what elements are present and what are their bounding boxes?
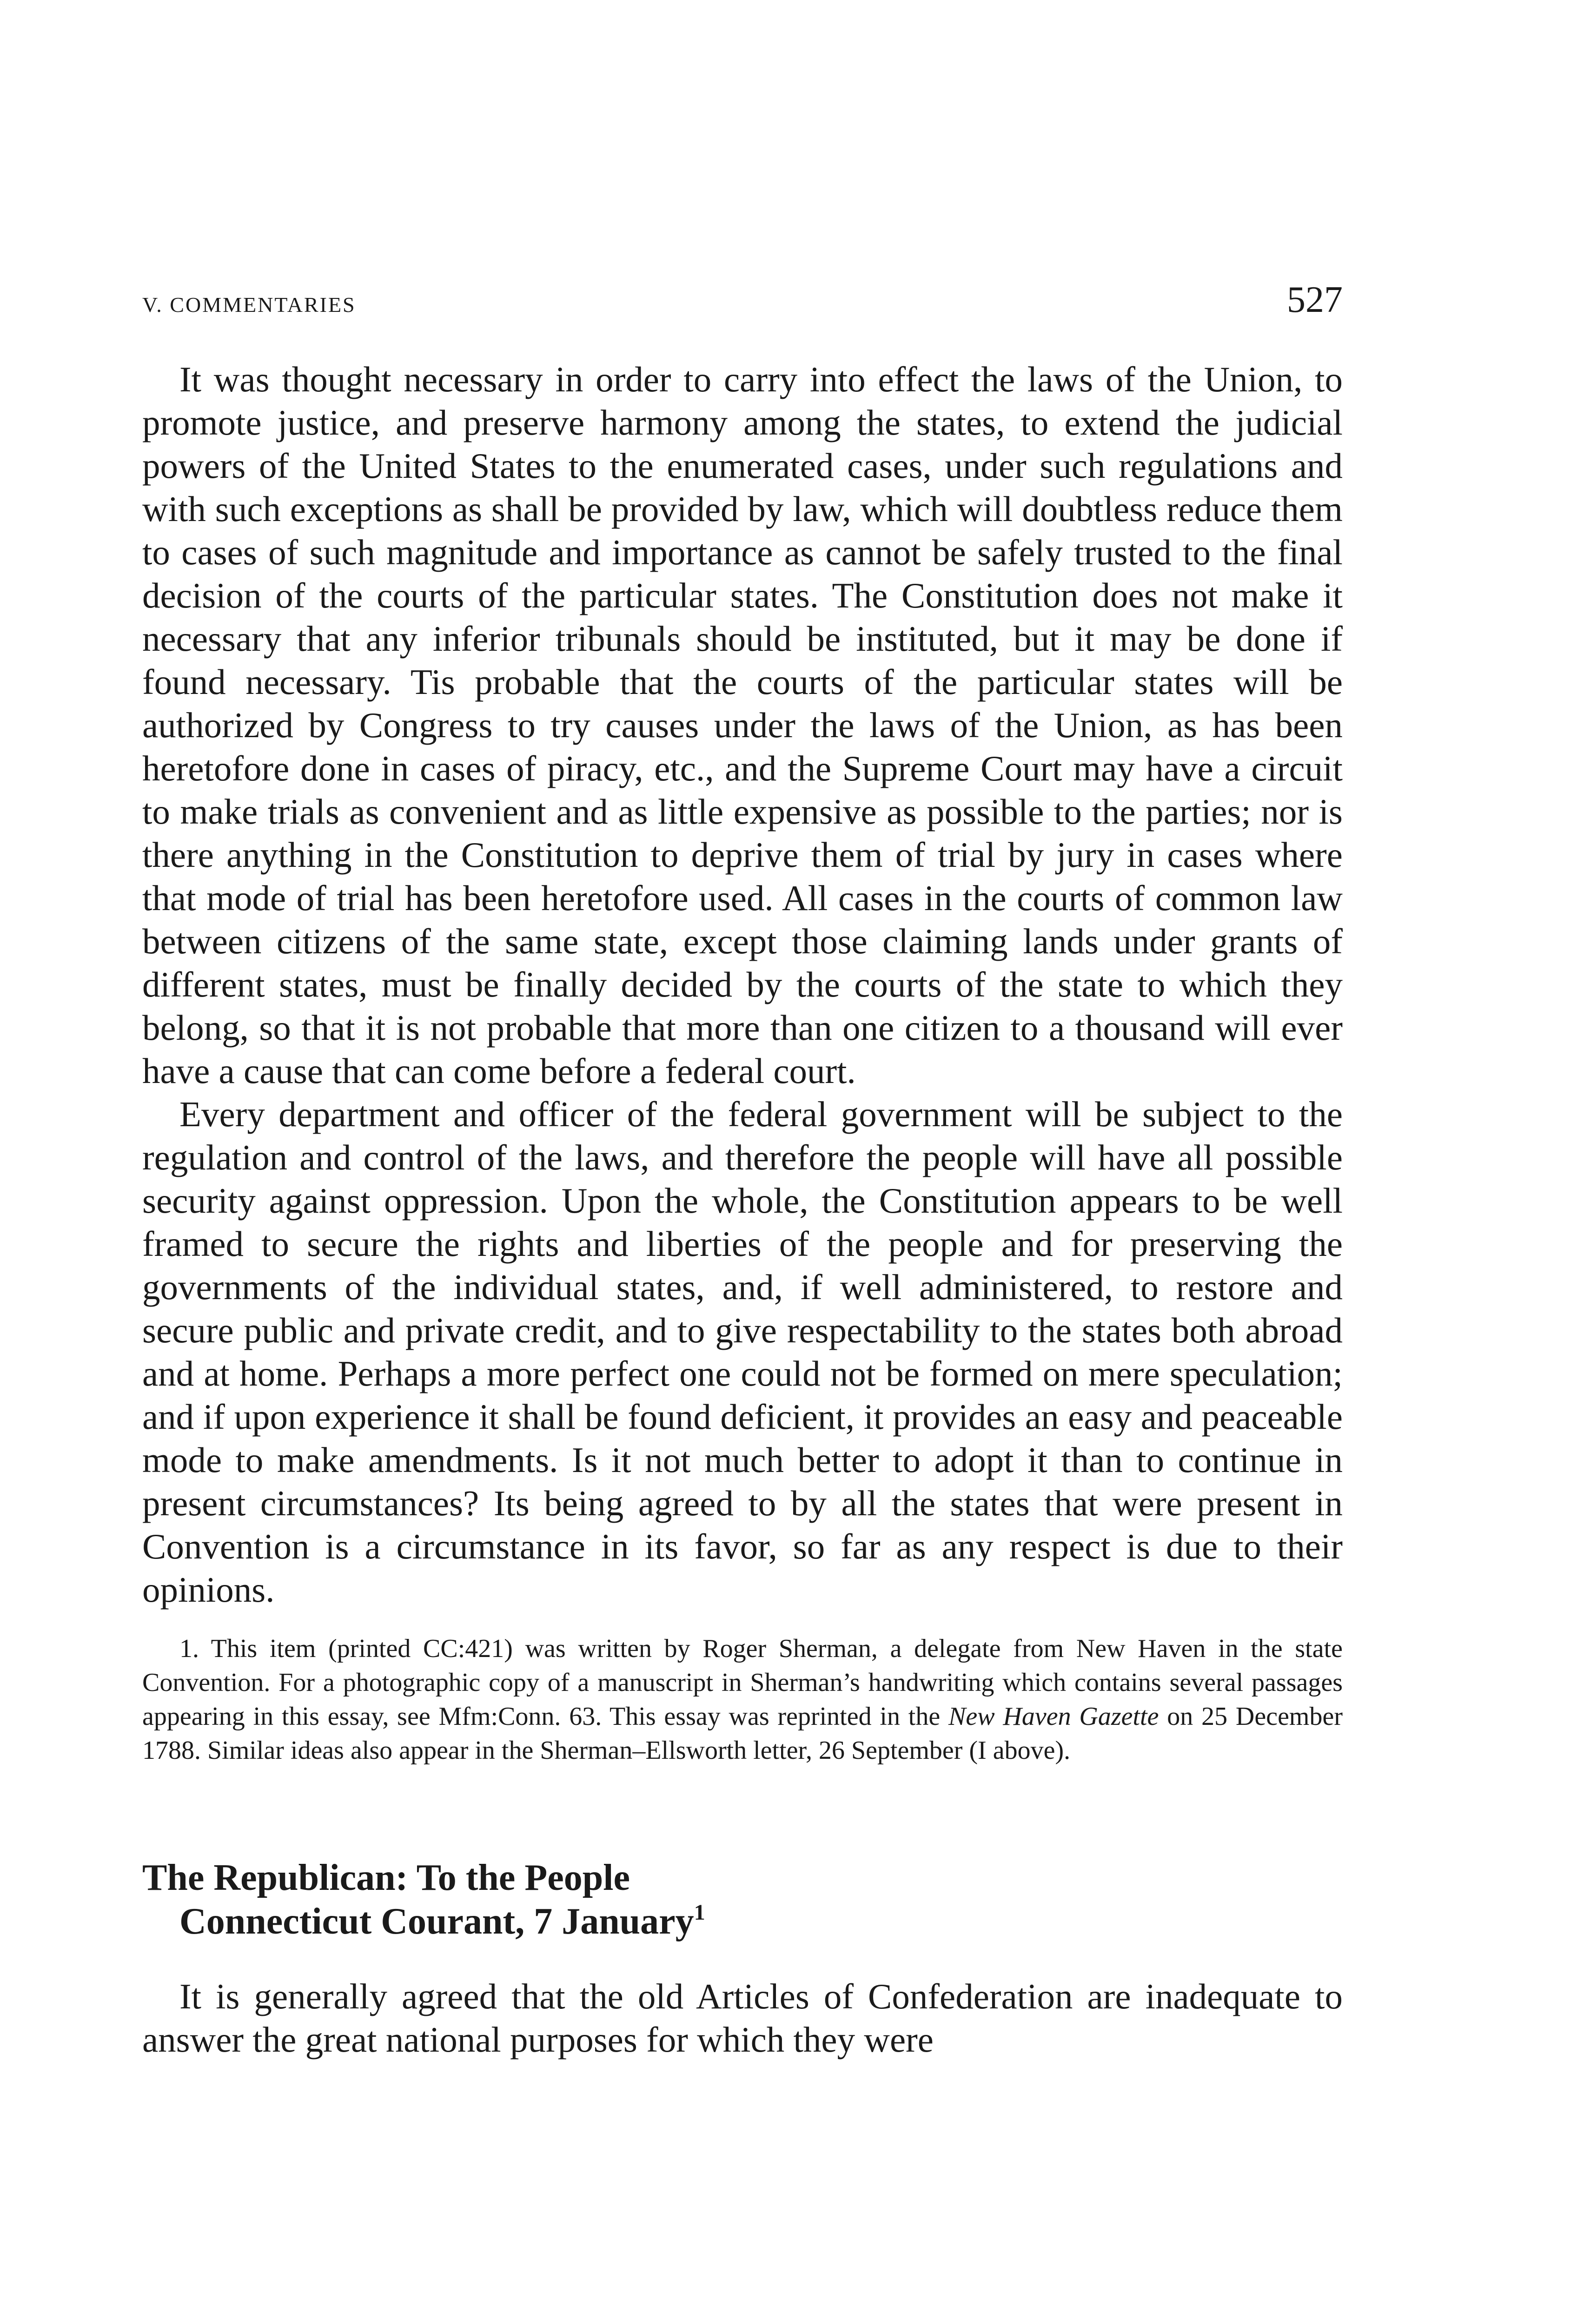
page-number: 527 xyxy=(1287,279,1343,320)
paragraph: It is generally agreed that the old Articles of Confederation are inadequate to answer the great national purposes for which they were xyxy=(142,1976,1343,2060)
article-source: Connecticut Courant, 7 January xyxy=(179,1901,694,1942)
essay-body xyxy=(142,358,1343,1611)
footnote-marker: 1 xyxy=(694,1900,705,1925)
running-head xyxy=(142,279,1343,330)
article-heading xyxy=(142,1856,1343,1943)
paragraph: It was thought necessary in order to carry into effect the laws of the Union, to promote justice, and preserve harmony among the states, to extend the judicial powers of the United States to the enumerated cases, under such regulations and with such exceptions as shall be provided by law, which will doubtless reduce them to cases of such magnitude and importance as cannot be safely trusted to the final decision of the courts of the particular states. The Constitution does not make it necessary that any inferior tribunals should be instituted, but it may be done if found necessary. Tis probable that the courts of the particular states will be authorized by Congress to try causes under the laws of the Union, as has been heretofore done in cases of piracy, etc., and the Supreme Court may have a circuit to make trials as convenient and as little expensive as possible to the parties; nor is there anything in the Constitution to deprive them of trial by jury in cases where that mode of trial has been heretofore used. All cases in the courts of common law between citizens of the same state, except those claiming lands under grants of different states, must be finally decided by the courts of the state to which they belong, so that it is not probable that more than one citizen to a thousand will ever have a cause that can come before a federal court. xyxy=(142,359,1343,1091)
footnote xyxy=(142,1632,1343,1768)
section-label: V. COMMENTARIES xyxy=(142,293,356,317)
article-subtitle xyxy=(142,1900,1343,1943)
book-page xyxy=(142,279,1343,2061)
article-title: The Republican: To the People xyxy=(142,1857,630,1898)
newspaper-title: New Haven Gazette xyxy=(948,1702,1159,1731)
footnote-text-end: on 25 December 1788. Similar ideas also appear in the Sherman–Ellsworth letter, 26 September (I above). xyxy=(142,1702,1343,1765)
paragraph: Every department and officer of the federal government will be subject to the regulation and control of the laws, and therefore the people will have all possible security against oppression. Upon the whole, the Constitution appears to be well framed to secure the rights and liberties of the people and for preserving the governments of the individual states, and, if well administered, to restore and secure public and private credit, and to give respectability to the states both abroad and at home. Perhaps a more perfect one could not be formed on mere speculation; and if upon experience it shall be found deficient, it provides an easy and peaceable mode to make amendments. Is it not much better to adopt it than to continue in present circumstances? Its being agreed to by all the states that were present in Convention is a circumstance in its favor, so far as any respect is due to their opinions. xyxy=(142,1094,1343,1610)
article-body xyxy=(142,1975,1343,2061)
footnotes xyxy=(142,1632,1343,1768)
footnote-text: 1. This item (printed CC:421) was written by Roger Sherman, a delegate from New Haven in the state Convention. For a photographic copy of a manuscript in Sherman’s handwriting which contains several passages appearing in this essay, see Mfm:Conn. 63. This essay was reprinted in the xyxy=(142,1634,1343,1731)
